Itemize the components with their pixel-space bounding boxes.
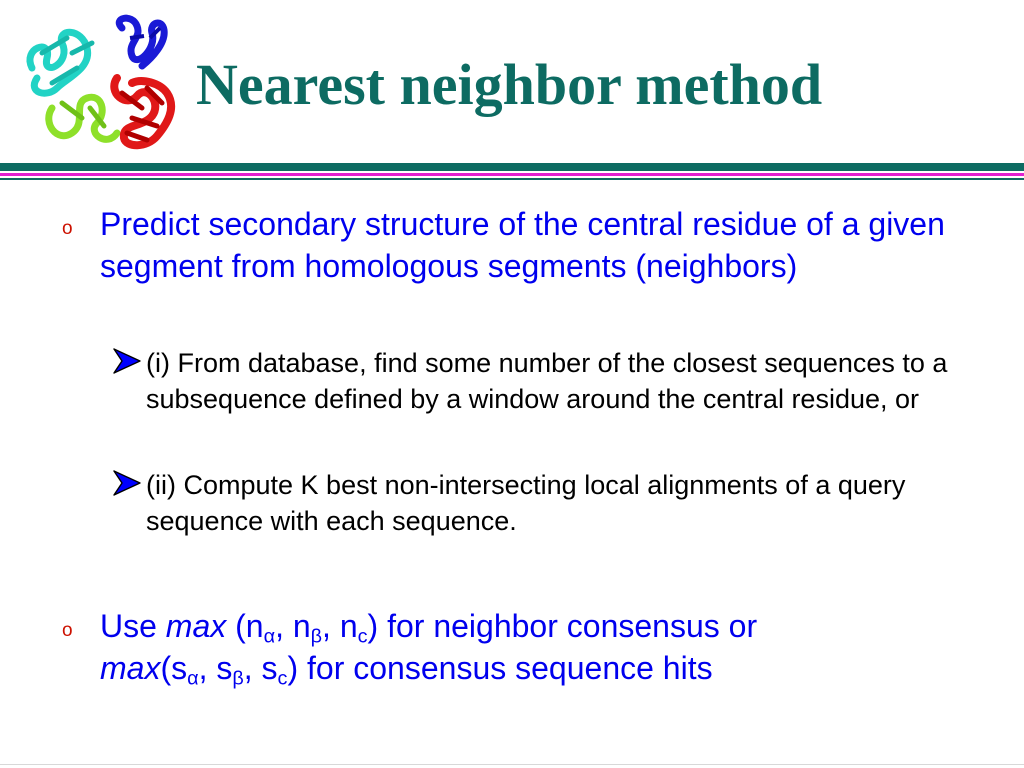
bullet-line-neighbor-consensus: Use $\max (n_\alpha$, $n_\beta$, $n_c$) for neighbor consensus or xyxy=(100,608,758,648)
header-rule-bottom xyxy=(0,178,1024,180)
bullet-text-predict: Predict secondary structure of the central residue of a given segment from homologous segments (neighbors) xyxy=(100,206,945,284)
footer-divider xyxy=(0,764,1024,765)
bullet-marker: o xyxy=(62,620,73,641)
sub-bullet-text-i: (i) From database, find some number of the closest sequences to a subsequence defined by a window around the central residue, or xyxy=(146,348,948,414)
bullet-marker: o xyxy=(62,218,73,239)
protein-structure-icon xyxy=(12,8,182,158)
sub-bullet-text-ii: (ii) Compute K best non-intersecting local alignments of a query sequence with each sequence. xyxy=(146,470,906,536)
header-rule-accent xyxy=(0,173,1024,176)
page-title: Nearest neighbor method xyxy=(196,52,823,117)
bullet-text-use-max xyxy=(100,605,980,689)
header-rule-top xyxy=(0,163,1024,171)
arrow-bullet-icon xyxy=(110,347,144,375)
bullet-line-sequence-hits: $\max(s_\alpha$, $s_\beta$, $s_c$) for consensus sequence hits xyxy=(100,650,713,690)
arrow-bullet-icon xyxy=(110,469,144,497)
